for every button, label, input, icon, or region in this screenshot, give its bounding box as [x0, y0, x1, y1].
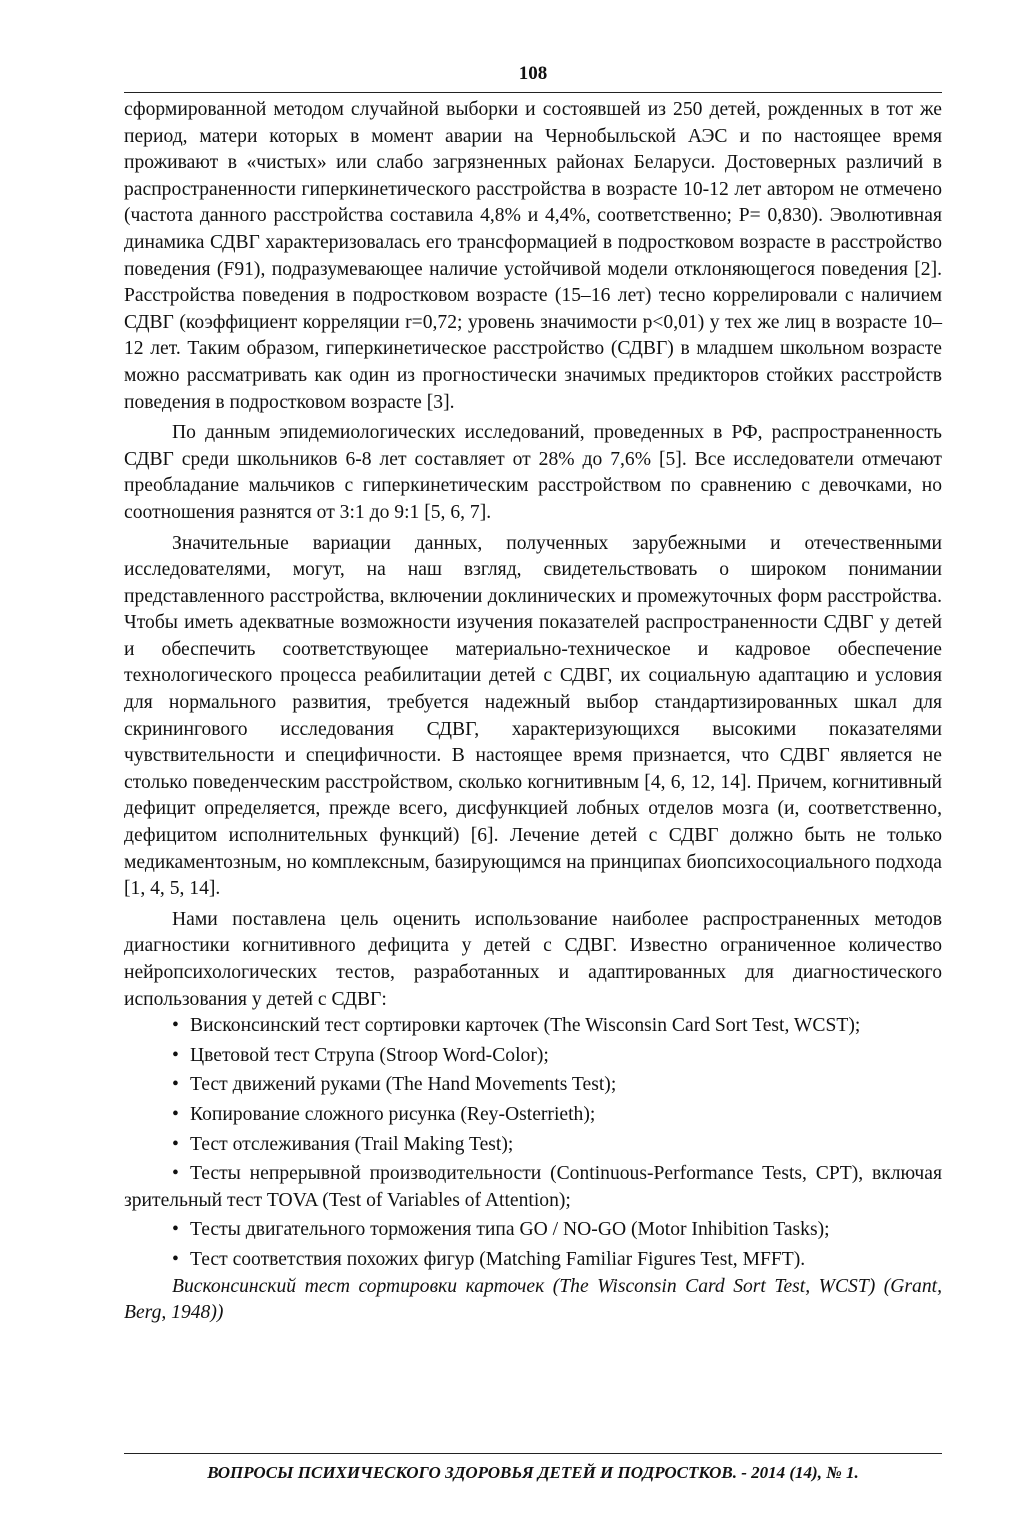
list-item: • Тест соответствия похожих фигур (Matching Familiar Figures Test, MFFT). — [124, 1247, 942, 1274]
list-item: • Цветовой тест Струпа (Stroop Word-Color); — [124, 1043, 942, 1070]
bullet-icon: • — [172, 1163, 179, 1185]
section-subheading: Висконсинский тест сортировки карточек (The Wisconsin Card Sort Test, WCST) (Grant, Berg, 1948)) — [124, 1275, 942, 1324]
bullet-icon: • — [172, 1044, 179, 1066]
list-item: • Висконсинский тест сортировки карточек (The Wisconsin Card Sort Test, WCST); — [124, 1013, 942, 1040]
list-item: • Тест движений руками (The Hand Movements Test); — [124, 1072, 942, 1099]
list-item: • Тест отслеживания (Trail Making Test); — [124, 1132, 942, 1159]
page-number: 108 — [124, 62, 942, 93]
bullet-icon: • — [172, 1103, 179, 1125]
page-body — [124, 62, 942, 1327]
list-item: • Тесты непрерывной производительности (Continuous-Performance Tests, CPT), включая зрительный тест TOVA (Test of Variables of Attention); — [124, 1163, 942, 1211]
bullet-icon: • — [172, 1219, 179, 1241]
journal-footer: ВОПРОСЫ ПСИХИЧЕСКОГО ЗДОРОВЬЯ ДЕТЕЙ И ПОДРОСТКОВ. - 2014 (14), № 1. — [207, 1463, 859, 1482]
list-item: • Копирование сложного рисунка (Rey-Osterrieth); — [124, 1102, 942, 1129]
paragraph-data-variations: Значительные вариации данных, полученных зарубежными и отечественными исследователями, могут, на наш взгляд, свидетельствовать о широком понимании представленного расстройства, включении доклинических и промежуточных форм расстройства. Чтобы иметь адекватные возможности изучения показателей распространенности СДВГ у детей и обеспечить соответствующее материально-техническое и кадровое обеспечение технологического процесса реабилитации детей с СДВГ, их социальную адаптацию и условия для нормального развития, требуется надежный выбор стандартизированных шкал для скринингового исследования СДВГ, характеризующихся высокими показателями чувствительности и специфичности. В настоящее время признается, что СДВГ является не столько поведенческим расстройством, сколько когнитивным [4, 6, 12, 14]. Причем, когнитивный дефицит определяется, прежде всего, дисфункцией лобных отделов мозга (и, соответственно, дефицитом исполнительных функций) [6]. Лечение детей с СДВГ должно быть не только медикаментозным, но комплексным, базирующимся на принципах биопсихосоциального подхода [1, 4, 5, 14]. — [124, 532, 942, 900]
test-list — [124, 1013, 942, 1273]
list-item: • Тесты двигательного торможения типа GO / NO-GO (Motor Inhibition Tasks); — [124, 1217, 942, 1244]
bullet-icon: • — [172, 1248, 179, 1270]
paragraph-continuation: сформированной методом случайной выборки и состоявшей из 250 детей, рожденных в тот же период, матери которых в момент аварии на Чернобыльской АЭС и по настоящее время проживают в «чистых» или слабо загрязненных районах Беларуси. Достоверных различий в распространенности гиперкинетического расстройства в возрасте 10-12 лет автором не отмечено (частота данного расстройства составила 4,8% и 4,4%, соответственно; P= 0,830). Эволютивная динамика СДВГ характеризовалась его трансформацией в подростковом возрасте в расстройство поведения (F91), подразумевающее наличие устойчивой модели отклоняющегося поведения [2]. Расстройства поведения в подростковом возрасте (15–16 лет) тесно коррелировали с наличием СДВГ (коэффициент корреляции r=0,72; уровень значимости p<0,01) у тех же лиц в возрасте 10–12 лет. Таким образом, гиперкинетическое расстройство (СДВГ) в младшем школьном возрасте можно рассматривать как один из прогностически значимых предикторов стойких расстройств поведения в подростковом возрасте [3]. — [124, 99, 942, 413]
bullet-icon: • — [172, 1015, 179, 1037]
bullet-icon: • — [172, 1133, 179, 1155]
paragraph-study-goal: Нами поставлена цель оценить использование наиболее распространенных методов диагностики когнитивного дефицита у детей с СДВГ. Известно ограниченное количество нейропсихологических тестов, разработанных и адаптированных для диагностического использования у детей с СДВГ: — [124, 908, 942, 1010]
bullet-icon: • — [172, 1074, 179, 1096]
footer-divider — [124, 1453, 942, 1454]
paragraph-prevalence-rf: По данным эпидемиологических исследований, проведенных в РФ, распространенность СДВГ среди школьников 6-8 лет составляет от 28% до 7,6% [5]. Все исследователи отмечают преобладание мальчиков с гиперкинетическим расстройством по сравнению с девочками, но соотношения разнятся от 3:1 до 9:1 [5, 6, 7]. — [124, 422, 942, 523]
